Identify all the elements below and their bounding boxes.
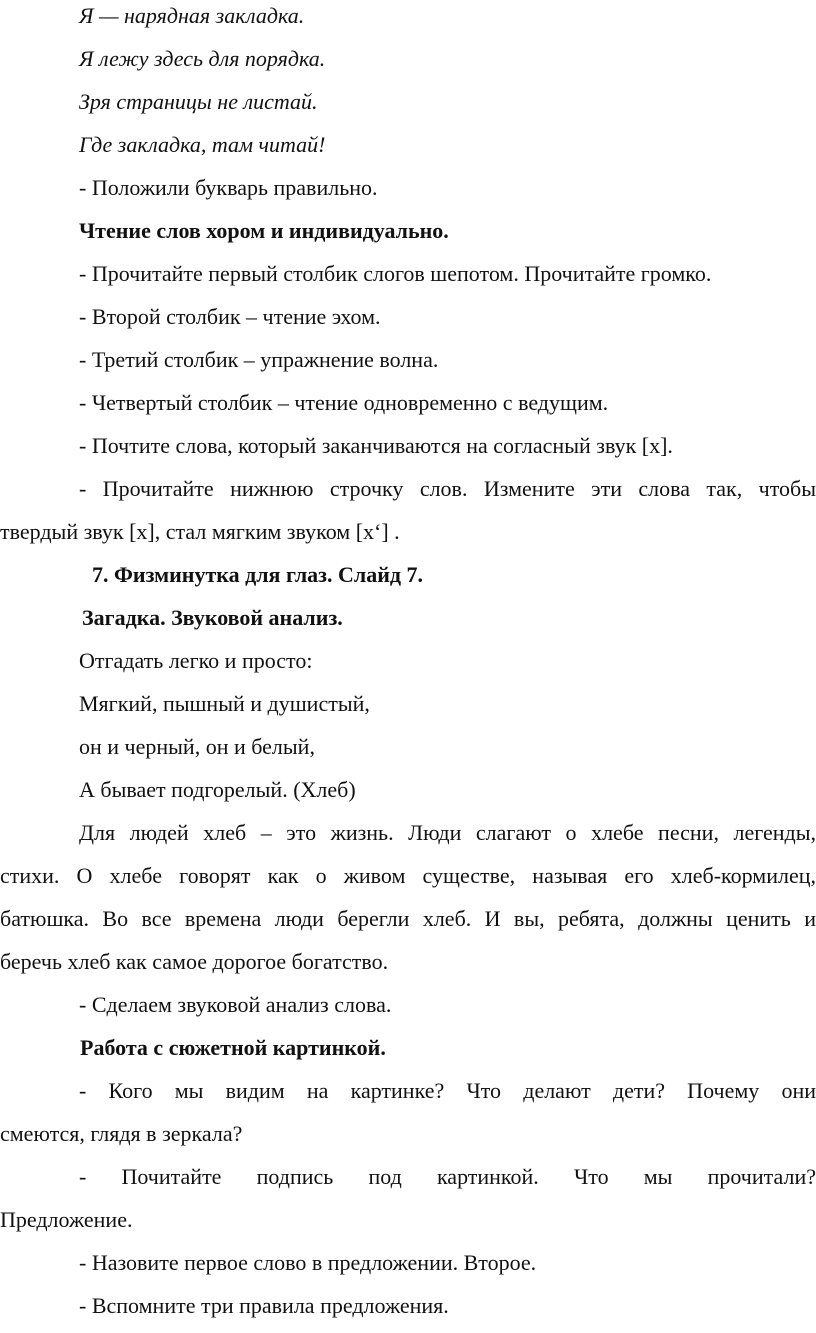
paragraph-nazovite: - Назовите первое слово в предложении. Второе. — [79, 1250, 537, 1275]
paragraph-stolbik-2: - Второй столбик – чтение эхом. — [79, 304, 381, 329]
paragraph-podpis-line-1: - Почитайте подпись под картинкой. Что мы прочитали? — [79, 1164, 816, 1189]
paragraph-bukvar: - Положили букварь правильно. — [79, 175, 378, 200]
paragraph-khleb-line-3: батюшка. Во все времена люди берегли хлеб. И вы, ребята, должны ценить и — [0, 906, 816, 931]
heading-fizminutka: 7. Физминутка для глаз. Слайд 7. — [92, 562, 424, 587]
riddle-line-1: Отгадать легко и просто: — [79, 648, 313, 673]
paragraph-pochtite: - Почтите слова, который заканчиваются на согласный звук [х]. — [79, 433, 673, 458]
paragraph-khleb-line-1: Для людей хлеб – это жизнь. Люди слагают о хлебе песни, легенды, — [79, 820, 816, 845]
poem-line-1: Я — нарядная закладка. — [79, 3, 305, 28]
paragraph-kogo-line-1: - Кого мы видим на картинке? Что делают дети? Почему они — [79, 1078, 816, 1103]
heading-rabota-s-kartinkoy: Работа с сюжетной картинкой. — [80, 1035, 386, 1060]
riddle-line-4: А бывает подгорелый. (Хлеб) — [79, 777, 356, 802]
paragraph-podpis-line-2: Предложение. — [0, 1207, 133, 1232]
paragraph-stolbik-4: - Четвертый столбик – чтение одновременно с ведущим. — [79, 390, 609, 415]
heading-zagadka: Загадка. Звуковой анализ. — [82, 605, 343, 630]
paragraph-zvukovoy-analiz: - Сделаем звуковой анализ слова. — [79, 992, 392, 1017]
poem-line-3: Зря страницы не листай. — [79, 89, 318, 114]
paragraph-stolbik-1: - Прочитайте первый столбик слогов шепотом. Прочитайте громко. — [79, 261, 712, 286]
heading-chtenie-slov: Чтение слов хором и индивидуально. — [79, 218, 449, 243]
riddle-line-2: Мягкий, пышный и душистый, — [79, 691, 370, 716]
paragraph-nizhnyuyu-line-1: - Прочитайте нижнюю строчку слов. Измените эти слова так, чтобы — [79, 476, 816, 501]
poem-line-4: Где закладка, там читай! — [79, 132, 326, 157]
paragraph-nizhnyuyu-line-2: твердый звук [х], стал мягким звуком [х‘] . — [0, 519, 400, 544]
poem-line-2: Я лежу здесь для порядка. — [79, 46, 326, 71]
paragraph-pravila: - Вспомните три правила предложения. — [79, 1293, 449, 1318]
paragraph-stolbik-3: - Третий столбик – упражнение волна. — [79, 347, 439, 372]
paragraph-khleb-line-4: беречь хлеб как самое дорогое богатство. — [0, 949, 389, 974]
paragraph-kogo-line-2: смеются, глядя в зеркала? — [0, 1121, 243, 1146]
paragraph-khleb-line-2: стихи. О хлебе говорят как о живом существе, называя его хлеб-кормилец, — [0, 863, 816, 888]
riddle-line-3: он и черный, он и белый, — [79, 734, 315, 759]
